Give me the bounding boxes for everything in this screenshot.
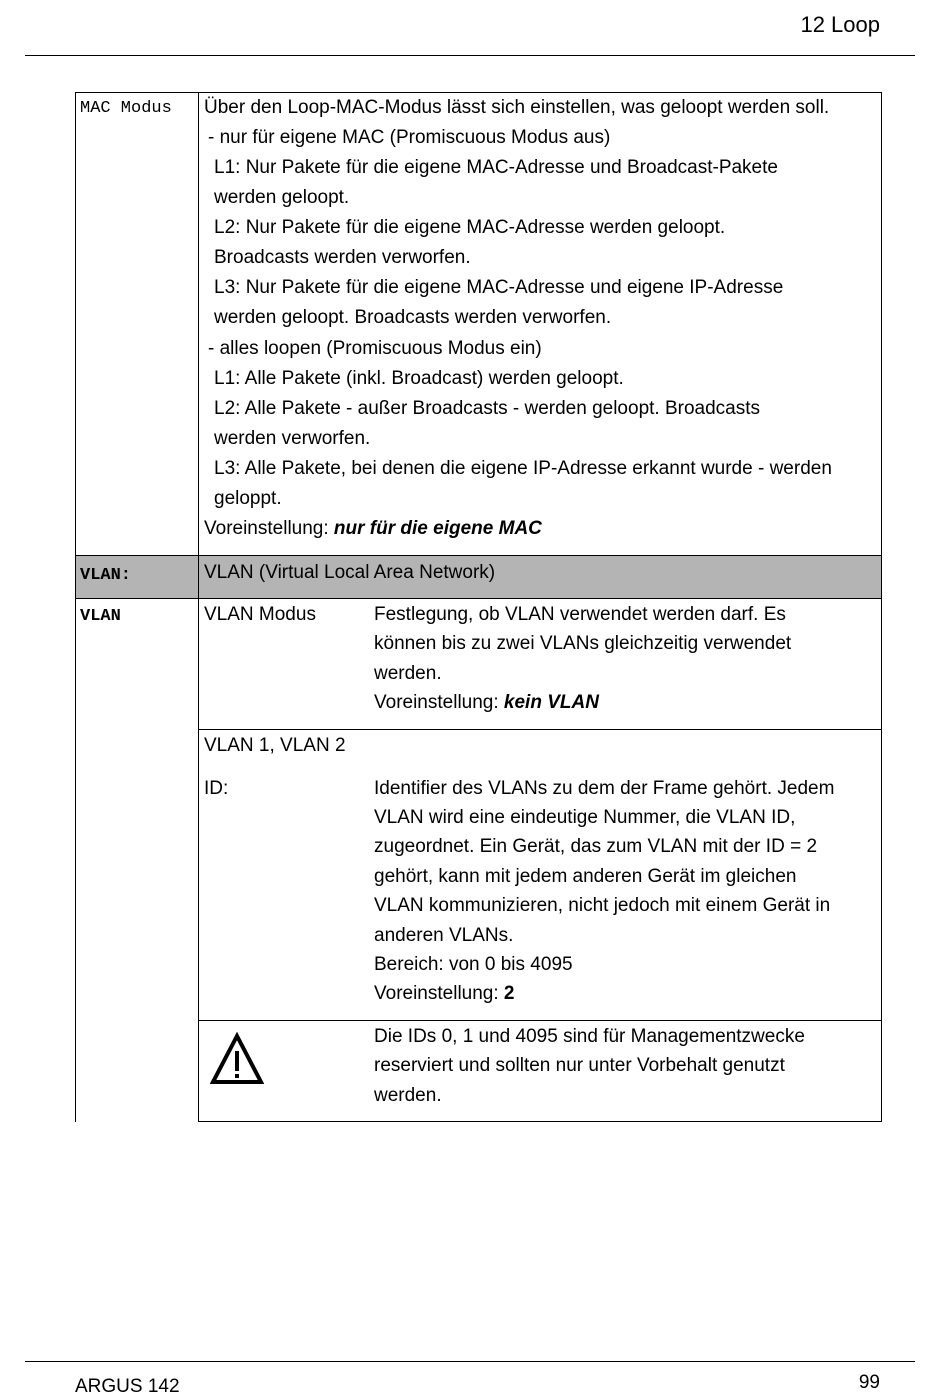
mac-modus-line: L3: Alle Pakete, bei denen die eigene IP-Adresse erkannt wurde - werden [214, 458, 832, 479]
table-divider [198, 729, 882, 730]
table-column-divider [198, 92, 199, 1122]
mac-modus-line: - nur für eigene MAC (Promiscuous Modus aus) [208, 127, 611, 148]
mac-modus-line: werden geloopt. [214, 187, 350, 208]
chapter-title: 12 Loop [800, 12, 880, 37]
vlan-id-line: VLAN wird eine eindeutige Nummer, die VLAN ID, [374, 807, 796, 828]
mac-modus-line: L1: Alle Pakete (inkl. Broadcast) werden geloopt. [214, 368, 624, 389]
mac-modus-line: L3: Nur Pakete für die eigene MAC-Adresse und eigene IP-Adresse [214, 277, 784, 298]
footer-rule [25, 1361, 915, 1362]
page-number: 99 [858, 1372, 880, 1393]
table-border-right [881, 92, 882, 1122]
vlan-section-title: VLAN (Virtual Local Area Network) [204, 562, 496, 583]
mac-modus-line: werden verworfen. [214, 428, 371, 449]
vlan-id-line: anderen VLANs. [374, 925, 514, 946]
mac-modus-default [204, 514, 542, 544]
mac-modus-line: Über den Loop-MAC-Modus lässt sich einstellen, was geloopt werden soll. [204, 97, 830, 118]
vlan-id-line: Identifier des VLANs zu dem der Frame gehört. Jedem [374, 778, 835, 799]
vlan-section-label: VLAN: [80, 566, 132, 585]
vlan-modus-default [374, 688, 599, 718]
default-value: 2 [503, 983, 515, 1004]
footer-product: ARGUS 142 [75, 1376, 180, 1397]
vlan-id-line: Bereich: von 0 bis 4095 [374, 954, 573, 975]
mac-modus-line: werden geloopt. Broadcasts werden verworfen. [214, 307, 612, 328]
table-divider [75, 598, 882, 599]
mac-modus-line: geloppt. [214, 488, 282, 509]
vlan-modus-line: können bis zu zwei VLANs gleichzeitig verwendet [374, 633, 792, 654]
mac-modus-line: L1: Nur Pakete für die eigene MAC-Adresse und Broadcast-Pakete [214, 157, 778, 178]
vlan12-label: VLAN 1, VLAN 2 [204, 735, 346, 756]
default-prefix: Voreinstellung: [374, 983, 504, 1004]
vlan-id-label: ID: [204, 778, 229, 799]
vlan-id-line: zugeordnet. Ein Gerät, das zum VLAN mit der ID = 2 [374, 836, 818, 857]
vlan-id-line: VLAN kommunizieren, nicht jedoch mit einem Gerät in [374, 895, 831, 916]
mac-modus-line: L2: Nur Pakete für die eigene MAC-Adresse werden geloopt. [214, 217, 726, 238]
default-value: nur für die eigene MAC [333, 518, 542, 539]
warning-line: Die IDs 0, 1 und 4095 sind für Managementzwecke [374, 1026, 805, 1047]
default-prefix: Voreinstellung: [374, 692, 504, 713]
default-value: kein VLAN [503, 692, 599, 713]
vlan-modus-line: Festlegung, ob VLAN verwendet werden darf. Es [374, 604, 786, 625]
table-divider [198, 1020, 882, 1021]
vlan-label: VLAN [80, 607, 121, 626]
table-divider [75, 555, 882, 556]
header-rule [25, 55, 915, 56]
table-border-left [75, 92, 76, 1122]
warning-triangle-icon [210, 1032, 264, 1086]
table-border-bottom [198, 1121, 882, 1122]
mac-modus-line: Broadcasts werden verworfen. [214, 247, 471, 268]
mac-modus-line: L2: Alle Pakete - außer Broadcasts - werden geloopt. Broadcasts [214, 398, 761, 419]
mac-modus-line: - alles loopen (Promiscuous Modus ein) [208, 338, 542, 359]
mac-modus-label: MAC Modus [80, 99, 172, 118]
vlan-id-line: gehört, kann mit jedem anderen Gerät im gleichen [374, 866, 797, 887]
warning-line: werden. [374, 1085, 442, 1106]
vlan-modus-label: VLAN Modus [204, 604, 316, 625]
vlan-modus-line: werden. [374, 663, 442, 684]
warning-line: reserviert und sollten nur unter Vorbehalt genutzt [374, 1055, 785, 1076]
vlan-id-default [374, 979, 515, 1009]
default-prefix: Voreinstellung: [204, 518, 334, 539]
